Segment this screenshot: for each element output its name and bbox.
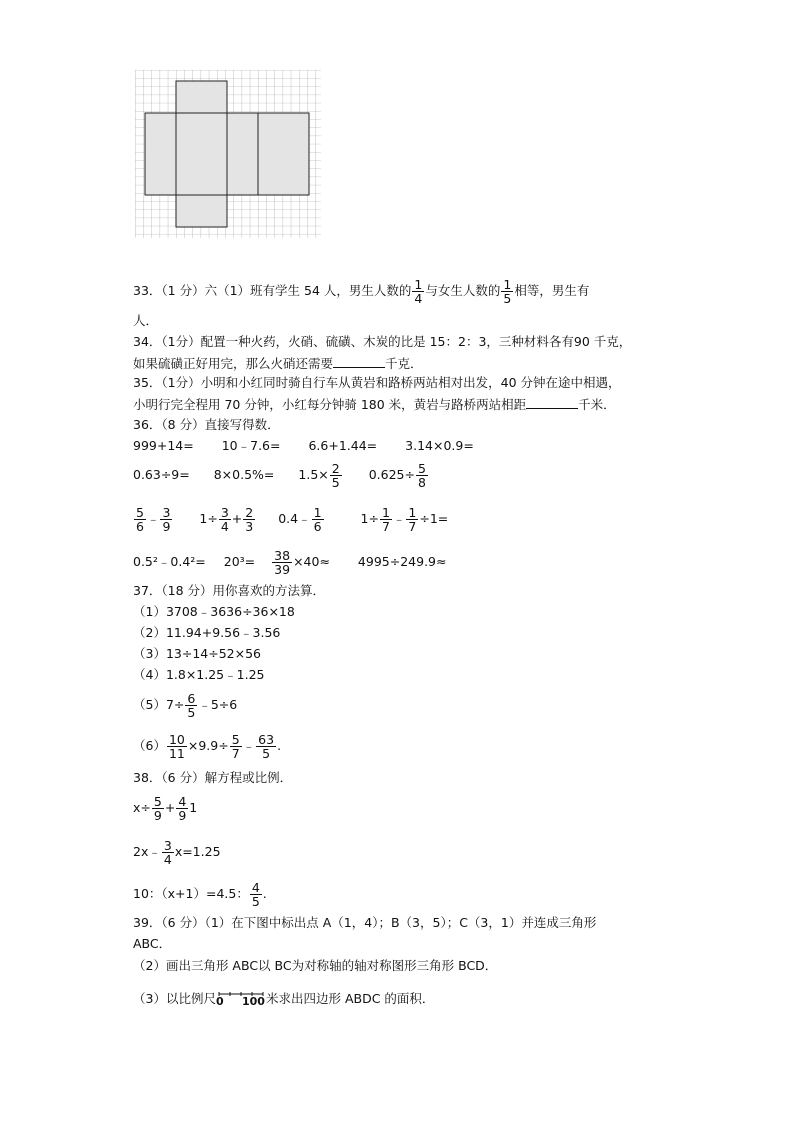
q36-row3: $\frac{5}{6}$ ﹣ $\frac{3}{9}$ 1÷ $\frac{3}{4}$ + $\frac{2}{3}$ 0.4﹣ $\frac{1}{6}$ 1÷ $\frac{1}{7}$ ﹣ $\frac{1}{7}$ ÷1= [136,505,449,534]
q36-row2: 0.63÷9= 8×0.5%= 1.5× $\frac{2}{5}$ 0.625÷ $\frac{5}{8}$ [133,461,426,490]
cube-net-grid-figure [135,70,321,238]
answer-blank [333,355,385,368]
fraction: $\frac{1}{5}$ [503,277,512,306]
q36-row4: 0.5²﹣0.4²= 20³= $\frac{38}{39}$ ×40≈ 4995÷249.9≈ [133,548,447,577]
q38-eq1: x÷ $\frac{5}{9}$ + $\frac{4}{9}$ 1 [133,794,198,823]
q39-line2: ABC． [133,936,172,951]
q39-line3: （2）画出三角形 ABC以 BC为对称轴的轴对称图形三角形 BCD． [133,958,498,973]
q34-line1: 34．（1分）配置一种火药，火硝、硫磺、木炭的比是 15：2：3，三种材料各有90 千克， [133,334,632,349]
net-face-top [176,81,227,113]
q33-line1: 33．（1 分）六（1）班有学生 54 人，男生人数的 $\frac{1}{4}$ 与女生人数的 $\frac{1}{5}$ 相等，男生有 [133,277,590,306]
q35-line2: 小明行完全程用 70 分钟，小红每分钟骑 180 米，黄岩与路桥两站相距 千米． [133,397,616,412]
q38-title: 38．（6 分）解方程或比例． [133,770,293,785]
q37-item4: （4）1.8×1.25﹣1.25 [133,667,265,682]
net-face-left [145,113,176,195]
fraction: $\frac{1}{4}$ [414,277,423,306]
net-face-right [227,113,258,195]
q36-title: 36．（8 分）直接写得数． [133,417,280,432]
net-face-bottom [176,195,227,227]
q34-line2: 如果硫磺正好用完，那么火硝还需要 千克． [133,356,423,371]
q37-item6: （6） $\frac{10}{11}$ ×9.9÷ $\frac{5}{7}$ ﹣ $\frac{63}{5}$ . [133,732,282,761]
q35-line1: 35．（1分）小明和小红同时骑自行车从黄岩和路桥两站相对出发，40 分钟在途中相遇， [133,375,621,390]
q33-line2: 人． [133,313,159,328]
q39-line1: 39．（6 分）（1）在下图中标出点 A（1，4）；B（3，5）；C（3，1）并连成三角形 [133,915,597,930]
q38-eq2: 2x﹣ $\frac{3}{4}$ x=1.25 [133,838,221,867]
q37-item1: （1）3708﹣3636÷36×18 [133,604,295,619]
scale-bar: 0 100 [216,991,266,1009]
q37-item2: （2）11.94+9.56﹣3.56 [133,625,281,640]
net-face-center [176,113,227,195]
q37-item3: （3）13÷14÷52×56 [133,646,261,661]
q38-eq3: 10：（x+1）=4.5： $\frac{4}{5}$ . [133,880,267,909]
q36-row1: 999+14= 10﹣7.6= 6.6+1.44= 3.14×0.9= [133,438,474,453]
fraction: $\frac{2}{5}$ [331,461,340,490]
fraction: $\frac{5}{8}$ [417,461,426,490]
net-face-far-right [258,113,309,195]
q39-line4: （3）以比例尺 0 100 米求出四边形 ABDC 的面积． [133,991,435,1008]
q37-item5: （5）7÷ $\frac{6}{5}$ ﹣5÷6 [133,691,238,720]
q37-title: 37．（18 分）用你喜欢的方法算． [133,583,326,598]
answer-blank [526,396,578,409]
